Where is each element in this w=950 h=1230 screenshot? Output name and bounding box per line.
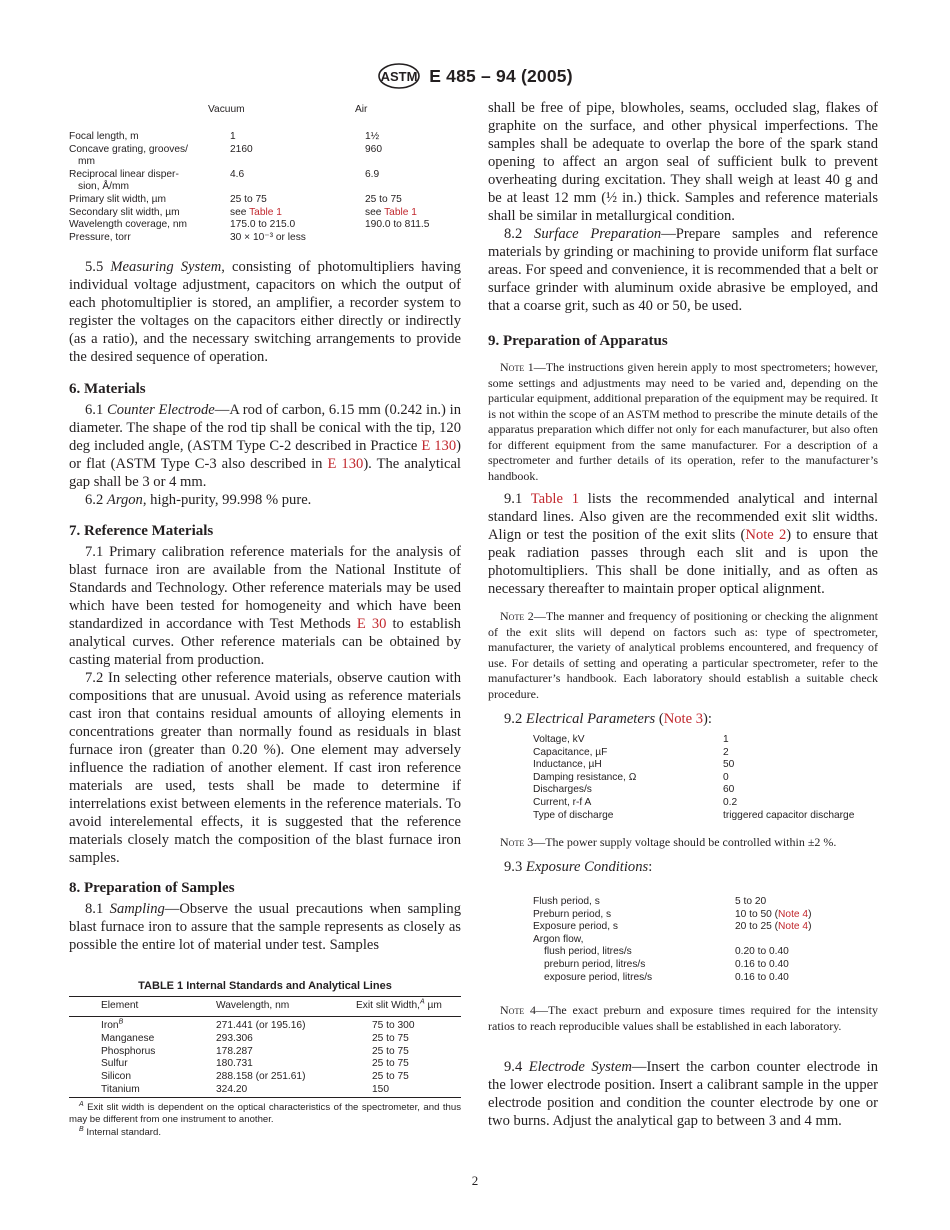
spec-row: Wavelength coverage, nm 175.0 to 215.0 190.0 to 811.5 <box>69 219 430 231</box>
column-header-exit-slit-width: Exit slit Width,$^A$ µm <box>356 998 442 1011</box>
column-header-element: Element <box>101 999 139 1011</box>
paragraph-6-1: 6.1 Counter Electrode—A rod of carbon, 6.15 mm (0.242 in.) in diameter. The shape of the rod tip shall be conical with the tip, 120 deg included angle, (ASTM Type C-2 described in Practice E 130) or flat (ASTM Type C-3 also described in E 130). The analytical gap shall be 3 or 4 mm. <box>69 402 461 490</box>
parameter-row: Type of discharge triggered capacitor discharge <box>533 809 855 821</box>
table-row: Sulfur 180.731 25 to 75 <box>101 1058 409 1070</box>
astm-logo-icon <box>377 62 421 90</box>
paragraph-9-1: 9.1 Table 1 lists the recommended analytical and internal standard lines. Also given are the recommended exit slit widths. Align or test the position of the exit slits (Note 2) to ensure that peak radiation passes through each slit and is upon the photomultipliers. This shall be done initially, and as often as necessary thereafter to maintain proper optical alignment. <box>488 491 878 597</box>
paragraph-7-2: 7.2 In selecting other reference materials, observe caution with compositions that are unusual. Avoid using as reference materials cast iron that contains residual amounts of alloying elements in concentrations greater than normally found as residuals in blast furnace iron (greater than 0.20 %). One element may adversely influence the radiation of another element. If cast iron reference materials are used, tests shall be made to determine if interrelations exist between elements in the reference materials. To avoid interelemental effects, it is suggested that the reference materials closely match the composition of the blast furnace iron samples. <box>69 670 461 866</box>
section-heading-preparation-of-apparatus: 9. Preparation of Apparatus <box>488 333 668 349</box>
table-row: Phosphorus 178.287 25 to 75 <box>101 1045 409 1057</box>
paragraph-9-4: 9.4 Electrode System—Insert the carbon counter electrode in the lower electrode position. Insert a calibrant sample in the upper electrode position and condition the counter electrode by one or two burns. Adjust the analytical gap to between 3 and 4 mm. <box>488 1059 878 1129</box>
parameter-row: Capacitance, µF 2 <box>533 746 729 758</box>
parameter-row: Preburn period, s 10 to 50 (Note 4) <box>533 908 812 920</box>
spec-row: Focal length, m 1 1½ <box>69 131 380 142</box>
note3-link[interactable]: Note 3 <box>663 711 704 727</box>
paragraph-8-2: 8.2 Surface Preparation—Prepare samples and reference materials by grinding or machining to provide uniform flat surface areas. For speed and convenience, it is recommended that a belt or surface grinder with aluminum oxide abrasive be employed, and that a coarse grit, such as 40 or 50, be used. <box>488 226 878 314</box>
paragraph-8-1: 8.1 Sampling—Observe the usual precautions when sampling blast furnace iron to assure that the sample represents as closely as possible the entire lot of material under test. Samples <box>69 901 462 953</box>
document-designation: E 485 – 94 (2005) <box>429 65 573 86</box>
parameter-row: exposure period, litres/s 0.16 to 0.40 <box>544 971 789 983</box>
note-3: Note 3—The power supply voltage should be controlled within ±2 %. <box>500 835 837 849</box>
column-header-wavelength: Wavelength, nm <box>216 999 290 1011</box>
parameter-row: Exposure period, s 20 to 25 (Note 4) <box>533 921 812 933</box>
section-heading-materials: 6. Materials <box>69 381 146 397</box>
spec-row: Primary slit width, µm 25 to 75 25 to 75 <box>69 193 402 205</box>
e130-link[interactable]: E 130 <box>421 438 457 454</box>
parameter-row: Damping resistance, Ω 0 <box>533 771 729 783</box>
spec-row: Pressure, torr 30 × 10⁻³ or less <box>69 231 306 243</box>
table1-link[interactable]: Table 1 <box>249 206 282 218</box>
table-footnote-b: $^B$ Internal standard. <box>79 1125 162 1138</box>
table1-link[interactable]: Table 1 <box>384 206 417 218</box>
table-row: Manganese 293.306 25 to 75 <box>101 1032 409 1044</box>
note-2: Note 2—The manner and frequency of positioning or checking the alignment of the exit slits will depend on factors such as: type of spectrometer, manufacturer, the variety of analytical problems encountered, and frequency of use. For details of setting and operating a particular spectrometer, refer to the manufacturer’s handbook. Each laboratory should establish a suitable check procedure. <box>488 609 878 701</box>
section-heading-preparation-of-samples: 8. Preparation of Samples <box>69 880 235 896</box>
parameter-row: Flush period, s 5 to 20 <box>533 896 767 907</box>
exposure-conditions-table <box>533 896 878 984</box>
table-footnote-a: $^A$ Exit slit width is dependent on the optical characteristics of the spectrometer, and thus may be different from one instrument to another. <box>69 1100 461 1126</box>
section-heading-reference-materials: 7. Reference Materials <box>69 523 214 539</box>
note-1: Note 1—The instructions given herein apply to most spectrometers; however, some settings and adjustments may need to be varied and, depending on the particular equipment, additional preparation of the equipment may be required. It is not within the scope of an ASTM method to prescribe the minute details of the apparatus preparation which differ not only for each manufacturer, but also often for different equipment from the same manufacturer. For a description of a spectrometer and further details of its operation, refer to the manufacturer’s handbook. <box>488 360 878 483</box>
term-measuring-system: Measuring System <box>110 259 222 275</box>
parameter-row: flush period, litres/s 0.20 to 0.40 <box>544 946 789 958</box>
parameter-row: Current, r-f A 0.2 <box>533 796 738 808</box>
paragraph-9-2: 9.2 Electrical Parameters (Note 3): <box>504 711 712 727</box>
e130-link[interactable]: E 130 <box>327 456 364 472</box>
spec-col-air: Air <box>355 104 368 115</box>
electrical-parameters-table <box>533 734 878 822</box>
parameter-row: Inductance, µH 50 <box>533 759 735 771</box>
spec-row: Secondary slit width, µm see Table 1 see Table 1 <box>69 206 417 218</box>
table-1 <box>69 980 461 1139</box>
note-4: Note 4—The exact preburn and exposure times required for the intensity ratios to reach reproducible values shall be established in each laboratory. <box>488 1003 878 1033</box>
note4-link[interactable]: Note 4 <box>778 908 809 920</box>
parameter-row: preburn period, litres/s 0.16 to 0.40 <box>544 958 789 970</box>
spec-row: Concave grating, grooves/ mm 2160 960 <box>69 143 382 168</box>
svg-text:ASTM: ASTM <box>380 69 418 84</box>
paragraph-9-3: 9.3 Exposure Conditions: <box>504 859 653 875</box>
paragraph-8-1-continued: shall be free of pipe, blowholes, seams, occluded slag, flakes of graphite on the surface, and other physical imperfections. The samples shall be adequate to overlap the bore of the spark stand opening to affect an argon seal of sufficient bulk to prevent overheating during excitation. They shall weigh at least 40 g and be at least 12 mm (½ in.) thick. Samples and reference materials shall be similar in metallurgical condition. <box>488 100 878 224</box>
page-number: 2 <box>471 1173 479 1188</box>
page-header <box>0 62 950 90</box>
note4-link[interactable]: Note 4 <box>778 921 809 933</box>
parameter-row: Discharges/s 60 <box>533 784 735 796</box>
spec-row: Reciprocal linear disper- sion, Å/mm 4.6 6.9 <box>69 168 380 193</box>
table-row: Iron$^B$ 271.441 (or 195.16) 75 to 300 <box>101 1018 415 1031</box>
spectrometer-spec-table <box>69 104 461 244</box>
paragraph-6-2: 6.2 Argon, high-purity, 99.998 % pure. <box>85 492 312 508</box>
paragraph-5-5: 5.5 Measuring System, consisting of photomultipliers having individual voltage adjustment, capacitors on which the output of each photomultiplier is stored, an amplifier, a recorder system to register the voltages on the capacitors either directly or indirectly (as a ratio), and the necessary switching arrangements to provide the desired sequence of operation. <box>69 259 461 365</box>
table-1-title: TABLE 1 Internal Standards and Analytical Lines <box>138 980 392 992</box>
table-row: Titanium 324.20 150 <box>69 1084 461 1097</box>
paragraph-7-1: 7.1 Primary calibration reference materials for the analysis of blast furnace iron are available from the National Institute of Standards and Technology. Other reference materials may be used which have been tested for homogeneity and which have been standardized in accordance with Test Methods E 30 to establish analytical curves. Other reference materials can be obtained by casting material from production. <box>69 544 461 668</box>
note2-link[interactable]: Note 2 <box>745 527 787 543</box>
table-row: Silicon 288.158 (or 251.61) 25 to 75 <box>101 1071 409 1083</box>
table1-link[interactable]: Table 1 <box>530 491 580 507</box>
parameter-row: Argon flow, <box>533 933 584 945</box>
e30-link[interactable]: E 30 <box>356 616 387 632</box>
parameter-row: Voltage, kV 1 <box>533 734 729 745</box>
spec-col-vacuum: Vacuum <box>208 104 245 115</box>
